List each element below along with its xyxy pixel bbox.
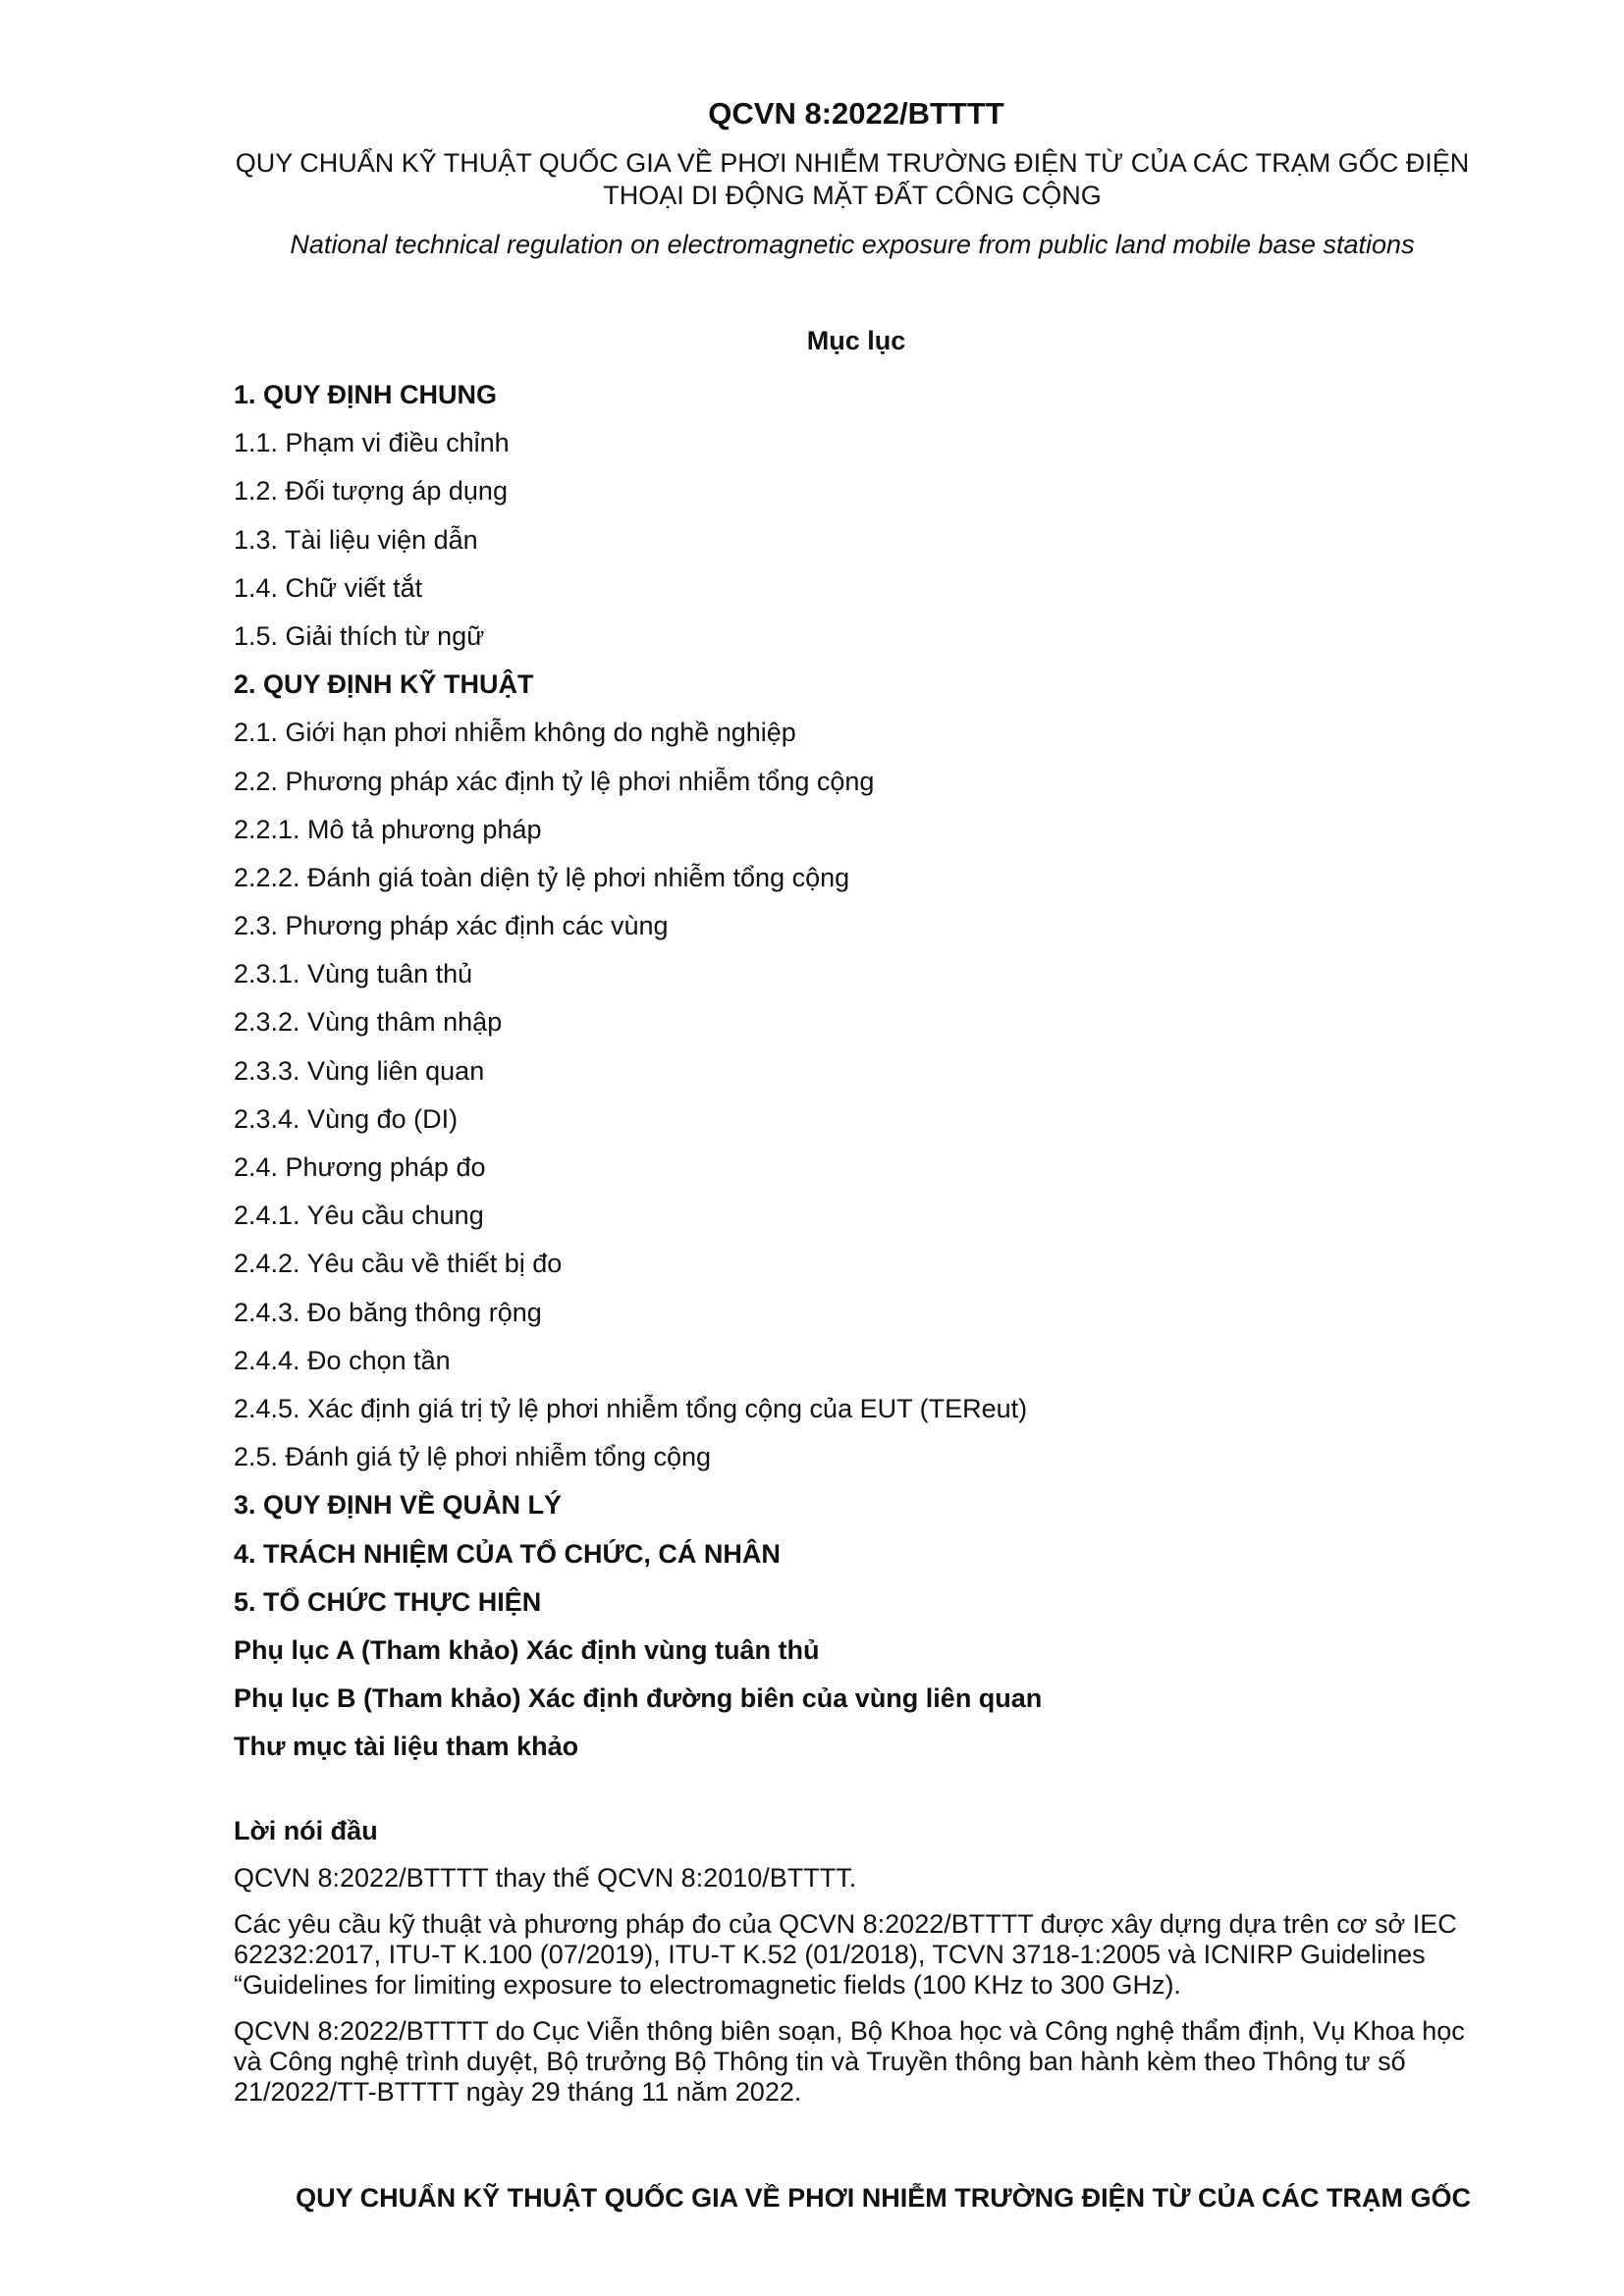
toc-entry[interactable]: 2.2.1. Mô tả phương pháp bbox=[234, 814, 542, 844]
document-title-english: National technical regulation on electromagnetic exposure from public land mobile base stations bbox=[290, 230, 1415, 259]
toc-entry[interactable]: 2.3. Phương pháp xác định các vùng bbox=[234, 911, 669, 941]
toc-entry[interactable]: Phụ lục B (Tham khảo) Xác định đường biên của vùng liên quan bbox=[234, 1683, 1043, 1714]
toc-entry[interactable]: 1.2. Đối tượng áp dụng bbox=[234, 476, 508, 507]
toc-entry[interactable]: 2.3.1. Vùng tuân thủ bbox=[234, 959, 473, 989]
toc-entry[interactable]: 2.4.1. Yêu cầu chung bbox=[234, 1201, 484, 1231]
toc-entry[interactable]: 2.2.2. Đánh giá toàn diện tỷ lệ phơi nhiễm tổng cộng bbox=[234, 862, 850, 892]
preface-paragraph: QCVN 8:2022/BTTTT do Cục Viễn thông biên soạn, Bộ Khoa học và Công nghệ thẩm định, Vụ Khoa học và Công nghệ trình duyệt, Bộ trưởng Bộ Thông tin và Truyền thông ban hành kèm theo Thông tư số 21/2022/TT-BTTTT ngày 29 tháng 11 năm 2022. bbox=[234, 2016, 1465, 2107]
toc-entry[interactable]: Thư mục tài liệu tham khảo bbox=[234, 1732, 579, 1762]
table-of-contents bbox=[234, 371, 1042, 1771]
preface-heading: Lời nói đầu bbox=[234, 1816, 378, 1845]
toc-heading: Mục lục bbox=[806, 326, 906, 355]
toc-entry[interactable]: Phụ lục A (Tham khảo) Xác định vùng tuân thủ bbox=[234, 1634, 820, 1665]
toc-entry[interactable]: 2.3.3. Vùng liên quan bbox=[234, 1055, 485, 1086]
toc-entry[interactable]: 2.4.5. Xác định giá trị tỷ lệ phơi nhiễm tổng cộng của EUT (TEReut) bbox=[234, 1393, 1028, 1423]
preface-section bbox=[234, 1814, 1471, 2123]
toc-entry[interactable]: 1.4. Chữ viết tắt bbox=[234, 572, 423, 603]
toc-entry[interactable]: 1. QUY ĐỊNH CHUNG bbox=[234, 380, 498, 409]
toc-entry[interactable]: 1.3. Tài liệu viện dẫn bbox=[234, 524, 478, 555]
toc-entry[interactable]: 2.4.2. Yêu cầu về thiết bị đo bbox=[234, 1249, 563, 1279]
document-title: QUY CHUẨN KỸ THUẬT QUỐC GIA VỀ PHƠI NHIỄM TRƯỜNG ĐIỆN TỪ CỦA CÁC TRẠM GỐC ĐIỆN THOẠI DI ĐỘNG MẶT ĐẤT CÔNG CỘNG bbox=[235, 148, 1470, 210]
toc-entry[interactable]: 2. QUY ĐỊNH KỸ THUẬT bbox=[234, 669, 534, 700]
toc-entry[interactable]: 2.4.3. Đo băng thông rộng bbox=[234, 1297, 542, 1327]
toc-entry[interactable]: 2.1. Giới hạn phơi nhiễm không do nghề nghiệp bbox=[234, 718, 796, 748]
toc-entry[interactable]: 2.3.4. Vùng đo (DI) bbox=[234, 1103, 459, 1134]
toc-entry[interactable]: 2.3.2. Vùng thâm nhập bbox=[234, 1007, 503, 1038]
toc-entry[interactable]: 2.2. Phương pháp xác định tỷ lệ phơi nhiễm tổng cộng bbox=[234, 766, 875, 796]
toc-entry[interactable]: 3. QUY ĐỊNH VỀ QUẢN LÝ bbox=[234, 1490, 563, 1521]
toc-entry[interactable]: 1.5. Giải thích từ ngữ bbox=[234, 620, 485, 651]
toc-entry[interactable]: 2.4. Phương pháp đo bbox=[234, 1152, 486, 1182]
next-section-title: QUY CHUẨN KỸ THUẬT QUỐC GIA VỀ PHƠI NHIỄM TRƯỜNG ĐIỆN TỪ CỦA CÁC TRẠM GỐC bbox=[296, 2183, 1471, 2213]
toc-entry[interactable]: 2.4.4. Đo chọn tần bbox=[234, 1345, 451, 1375]
preface-paragraph: QCVN 8:2022/BTTTT thay thế QCVN 8:2010/BTTTT. bbox=[234, 1863, 857, 1893]
preface-paragraph: Các yêu cầu kỹ thuật và phương pháp đo của QCVN 8:2022/BTTTT được xây dựng dựa trên cơ sở IEC 62232:2017, ITU-T K.100 (07/2019), ITU-T K.52 (01/2018), TCVN 3718-1:2005 và ICNIRP Guidelines “Guidelines for limiting exposure to electromagnetic fields (100 KHz to 300 GHz). bbox=[234, 1909, 1457, 2000]
toc-entry[interactable]: 2.5. Đánh giá tỷ lệ phơi nhiễm tổng cộng bbox=[234, 1442, 712, 1472]
toc-entry[interactable]: 4. TRÁCH NHIỆM CỦA TỔ CHỨC, CÁ NHÂN bbox=[234, 1538, 781, 1569]
toc-entry[interactable]: 1.1. Phạm vi điều chỉnh bbox=[234, 428, 510, 458]
toc-entry[interactable]: 5. TỔ CHỨC THỰC HIỆN bbox=[234, 1586, 542, 1617]
document-code: QCVN 8:2022/BTTTT bbox=[708, 96, 1004, 131]
